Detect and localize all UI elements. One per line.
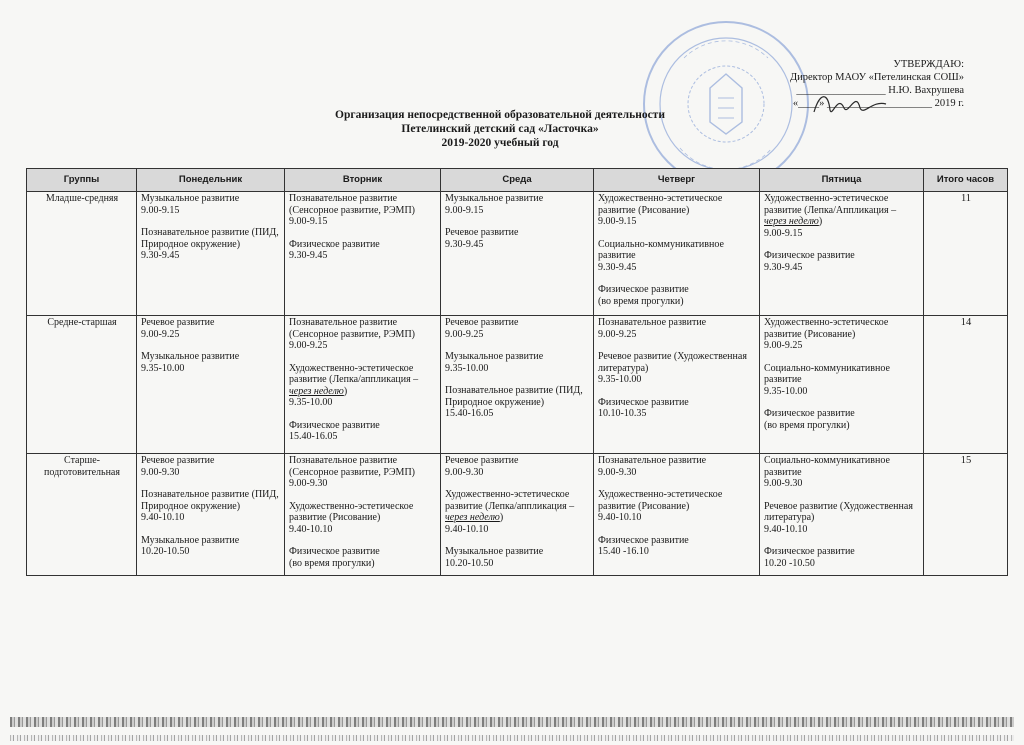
activity-time: 9.30-9.45 xyxy=(598,261,637,273)
activity-entry xyxy=(141,351,281,374)
activity-title-text: Социально-коммуникативное развитие xyxy=(764,362,890,385)
activity-entry xyxy=(289,363,437,409)
total-hours-cell: 11 xyxy=(924,192,1008,316)
activity-title-text: Речевое развитие xyxy=(445,455,519,466)
approval-position: Директор МАОУ «Петелинская СОШ» xyxy=(789,72,964,83)
activity-title-text: Физическое развитие xyxy=(289,238,380,250)
title-line-3: 2019-2020 учебный год xyxy=(441,137,559,149)
activity-entry xyxy=(141,317,281,340)
day-cell xyxy=(441,316,594,454)
total-hours-cell: 15 xyxy=(924,454,1008,576)
activity-title xyxy=(141,489,281,512)
activity-title xyxy=(141,193,281,205)
activity-time: 9.40-10.10 xyxy=(598,512,642,523)
activity-entry xyxy=(141,489,281,524)
day-cell xyxy=(285,454,441,576)
document-title xyxy=(250,108,750,150)
activity-time: 9.00-9.15 xyxy=(764,227,803,239)
approval-heading: УТВЕРЖДАЮ: xyxy=(893,59,964,70)
activity-time: 9.00-9.25 xyxy=(764,340,803,351)
activity-title xyxy=(289,239,437,251)
activity-title xyxy=(141,535,281,547)
activity-title-text: Речевое развитие xyxy=(141,455,215,466)
activity-title xyxy=(764,455,920,478)
activity-entry xyxy=(445,455,590,478)
activity-entry xyxy=(289,193,437,228)
activity-entry xyxy=(289,501,437,536)
activity-note-tail: ) xyxy=(343,385,348,397)
activity-time: 10.10-10.35 xyxy=(598,408,647,419)
activity-title-text: Художественно-эстетическое развитие (Лепка/Аппликация – xyxy=(764,193,897,216)
activity-title xyxy=(598,455,756,467)
title-line-1: Организация непосредственной образовательной деятельности xyxy=(335,109,665,121)
activity-title xyxy=(764,363,920,386)
activity-title xyxy=(445,489,590,524)
activity-time: 9.00-9.15 xyxy=(141,204,180,216)
table-row xyxy=(27,316,1008,454)
activity-title xyxy=(598,535,756,547)
activity-time: 9.30-9.45 xyxy=(445,238,484,250)
activity-time: 9.35-10.00 xyxy=(289,397,333,408)
total-hours-cell: 14 xyxy=(924,316,1008,454)
activity-title-text: Художественно-эстетическое развитие (Рисование) xyxy=(764,317,889,340)
activity-title-text: Физическое развитие xyxy=(764,408,855,419)
activity-title xyxy=(598,397,756,409)
activity-title-text: Музыкальное развитие xyxy=(445,546,544,557)
activity-time: 9.00-9.15 xyxy=(598,216,637,227)
activity-time: 9.30-9.45 xyxy=(289,250,328,261)
activity-title-text: Музыкальное развитие xyxy=(445,351,544,362)
group-name-cell: Старше-подготовительная xyxy=(27,454,137,576)
activity-time: 9.00-9.30 xyxy=(445,466,484,478)
activity-title-text: Познавательное развитие (Сенсорное развитие, РЭМП) xyxy=(289,193,415,216)
activity-time: 9.00-9.30 xyxy=(289,478,328,489)
activity-title xyxy=(598,284,756,296)
activity-time: 9.00-9.30 xyxy=(598,466,637,478)
activity-title xyxy=(445,385,590,408)
activity-entry xyxy=(764,363,920,398)
activity-entry xyxy=(289,420,437,443)
day-cell xyxy=(760,192,924,316)
activity-title-text: Физическое развитие xyxy=(764,250,855,261)
activity-title xyxy=(598,193,756,216)
activity-title-text: Физическое развитие xyxy=(764,546,855,557)
day-cell xyxy=(594,192,760,316)
activity-time: 9.40-10.10 xyxy=(764,523,808,535)
activity-title xyxy=(445,227,590,239)
table-row xyxy=(27,192,1008,316)
activity-title xyxy=(141,317,281,329)
activity-title-text: Познавательное развитие xyxy=(598,455,707,466)
activity-time: 9.35-10.00 xyxy=(764,385,808,397)
activity-entry xyxy=(445,489,590,535)
activity-entry xyxy=(764,546,920,569)
activity-time: 15.40-16.05 xyxy=(289,431,338,442)
activity-title-text: Речевое развитие xyxy=(445,227,519,238)
activity-time: 9.35-10.00 xyxy=(445,362,489,374)
activity-entry xyxy=(141,227,281,262)
activity-title xyxy=(764,250,920,262)
signature-scribble xyxy=(810,86,890,120)
header-wednesday: Среда xyxy=(441,169,594,192)
table-header-row xyxy=(27,169,1008,192)
activity-title xyxy=(445,351,590,363)
activity-title xyxy=(598,239,756,262)
activity-title xyxy=(764,501,920,524)
activity-entry xyxy=(289,239,437,262)
activity-time: 9.00-9.25 xyxy=(598,328,637,340)
activity-entry xyxy=(598,351,756,386)
activity-entry xyxy=(764,193,920,239)
activity-entry xyxy=(598,535,756,558)
activity-title xyxy=(141,351,281,363)
activity-title-text: Речевое развитие xyxy=(141,317,215,328)
activity-entry xyxy=(289,546,437,569)
activity-title-text: Художественно-эстетическое развитие (Рисование) xyxy=(289,500,414,523)
activity-time: 9.40-10.10 xyxy=(289,523,333,535)
activity-title-text: Речевое развитие xyxy=(445,317,519,328)
activity-time: (во время прогулки) xyxy=(289,557,375,569)
activity-title xyxy=(445,455,590,467)
activity-note-tail: ) xyxy=(499,512,504,523)
activity-time: 9.30-9.45 xyxy=(764,261,803,273)
activity-entry xyxy=(764,501,920,536)
activity-title xyxy=(289,455,437,478)
activity-entry xyxy=(598,455,756,478)
day-cell xyxy=(441,454,594,576)
activity-title xyxy=(445,193,590,205)
day-cell xyxy=(137,316,285,454)
activity-time: 10.20-10.50 xyxy=(445,557,494,569)
activity-title-text: Физическое развитие xyxy=(598,396,689,408)
day-cell xyxy=(760,454,924,576)
activity-time: 10.20 -10.50 xyxy=(764,557,815,569)
activity-title-text: Музыкальное развитие xyxy=(445,193,544,204)
activity-title xyxy=(289,420,437,432)
day-cell xyxy=(285,316,441,454)
scan-artifact-strip-lower xyxy=(10,735,1014,741)
activity-entry xyxy=(445,193,590,216)
header-groups: Группы xyxy=(27,169,137,192)
activity-title-text: Познавательное развитие (ПИД, Природное окружение) xyxy=(141,489,279,512)
schedule-table xyxy=(26,168,1008,576)
activity-title-text: Социально-коммуникативное развитие xyxy=(598,238,724,261)
activity-title-text: Художественно-эстетическое развитие (Лепка/аппликация – xyxy=(445,489,575,512)
day-cell xyxy=(594,454,760,576)
activity-title-text: Музыкальное развитие xyxy=(141,351,240,362)
activity-note: через неделю xyxy=(289,385,344,397)
activity-time: 9.00-9.25 xyxy=(141,328,180,340)
activity-title xyxy=(289,193,437,216)
activity-entry xyxy=(598,397,756,420)
activity-title-text: Речевое развитие (Художественная литература) xyxy=(598,351,747,374)
activity-title-text: Познавательное развитие (Сенсорное развитие, РЭМП) xyxy=(289,455,415,478)
header-thursday: Четверг xyxy=(594,169,760,192)
activity-entry xyxy=(445,385,590,420)
activity-entry xyxy=(445,227,590,250)
activity-note: через неделю xyxy=(445,512,500,523)
activity-time: 9.00-9.15 xyxy=(445,204,484,216)
activity-entry xyxy=(289,317,437,352)
activity-title-text: Музыкальное развитие xyxy=(141,534,240,546)
day-cell xyxy=(137,192,285,316)
activity-time: (во время прогулки) xyxy=(598,295,684,307)
activity-entry xyxy=(141,535,281,558)
day-cell xyxy=(137,454,285,576)
activity-title xyxy=(289,363,437,398)
activity-time: 9.40-10.10 xyxy=(445,523,489,535)
activity-title xyxy=(445,546,590,558)
activity-entry xyxy=(764,250,920,273)
activity-entry xyxy=(289,455,437,490)
activity-title xyxy=(445,317,590,329)
activity-entry xyxy=(445,546,590,569)
header-tuesday: Вторник xyxy=(285,169,441,192)
activity-title xyxy=(289,317,437,340)
activity-time: 9.30-9.45 xyxy=(141,250,180,261)
activity-title-text: Физическое развитие xyxy=(289,546,380,557)
activity-entry xyxy=(764,317,920,352)
activity-title-text: Познавательное развитие (ПИД, Природное окружение) xyxy=(445,385,583,408)
activity-title-text: Художественно-эстетическое развитие (Рисование) xyxy=(598,193,723,216)
activity-entry xyxy=(445,351,590,374)
schedule-body xyxy=(27,192,1008,576)
title-line-2: Петелинский детский сад «Ласточка» xyxy=(401,123,599,135)
activity-time: 9.35-10.00 xyxy=(141,362,185,374)
activity-time: 10.20-10.50 xyxy=(141,546,190,557)
activity-entry xyxy=(598,239,756,274)
activity-title-text: Познавательное развитие (Сенсорное развитие, РЭМП) xyxy=(289,317,415,340)
activity-entry xyxy=(764,455,920,490)
group-name-cell: Младше-средняя xyxy=(27,192,137,316)
activity-title xyxy=(598,489,756,512)
header-monday: Понедельник xyxy=(137,169,285,192)
activity-title xyxy=(598,351,756,374)
activity-title xyxy=(764,546,920,558)
activity-time: 9.00-9.30 xyxy=(764,478,803,489)
activity-note: через неделю xyxy=(764,216,819,227)
activity-entry xyxy=(598,317,756,340)
activity-title xyxy=(764,408,920,420)
scan-artifact-strip xyxy=(10,717,1014,727)
activity-time: 9.00-9.15 xyxy=(289,216,328,227)
group-name-cell: Средне-старшая xyxy=(27,316,137,454)
day-cell xyxy=(594,316,760,454)
day-cell xyxy=(760,316,924,454)
activity-title-text: Познавательное развитие (ПИД, Природное окружение) xyxy=(141,227,279,250)
activity-title xyxy=(764,317,920,340)
activity-title-text: Музыкальное развитие xyxy=(141,193,240,204)
header-friday: Пятница xyxy=(760,169,924,192)
activity-title xyxy=(289,501,437,524)
activity-time: 15.40 -16.10 xyxy=(598,546,649,557)
activity-title xyxy=(141,227,281,250)
activity-time: 9.35-10.00 xyxy=(598,374,642,385)
activity-title-text: Физическое развитие xyxy=(598,534,689,546)
activity-title xyxy=(141,455,281,467)
activity-title xyxy=(598,317,756,329)
activity-entry xyxy=(141,193,281,216)
day-cell xyxy=(441,192,594,316)
activity-title-text: Художественно-эстетическое развитие (Лепка/аппликация – xyxy=(289,362,419,385)
activity-entry xyxy=(598,284,756,307)
activity-title xyxy=(289,546,437,558)
activity-time: 9.00-9.30 xyxy=(141,466,180,478)
activity-entry xyxy=(598,193,756,228)
activity-note-tail: ) xyxy=(818,216,823,227)
activity-entry xyxy=(445,317,590,340)
activity-entry xyxy=(141,455,281,478)
activity-time: 15.40-16.05 xyxy=(445,408,494,419)
day-cell xyxy=(285,192,441,316)
activity-title-text: Физическое развитие xyxy=(289,419,380,431)
activity-time: 9.00-9.25 xyxy=(445,328,484,340)
activity-title-text: Речевое развитие (Художественная литература) xyxy=(764,500,913,523)
approval-name-line: _________________ Н.Ю. Вахрушева xyxy=(796,85,964,96)
header-total-hours: Итого часов xyxy=(924,169,1008,192)
activity-time: (во время прогулки) xyxy=(764,419,850,431)
activity-title-text: Физическое развитие xyxy=(598,284,689,295)
activity-title-text: Художественно-эстетическое развитие (Рисование) xyxy=(598,489,723,512)
approval-date-line: «____» ____________________ 2019 г. xyxy=(792,98,964,109)
activity-time: 9.00-9.25 xyxy=(289,340,328,351)
table-row xyxy=(27,454,1008,576)
activity-title xyxy=(764,193,920,228)
activity-title-text: Социально-коммуникативное развитие xyxy=(764,455,890,478)
activity-entry xyxy=(598,489,756,524)
activity-time: 9.40-10.10 xyxy=(141,512,185,523)
activity-entry xyxy=(764,408,920,431)
activity-title-text: Познавательное развитие xyxy=(598,317,707,328)
